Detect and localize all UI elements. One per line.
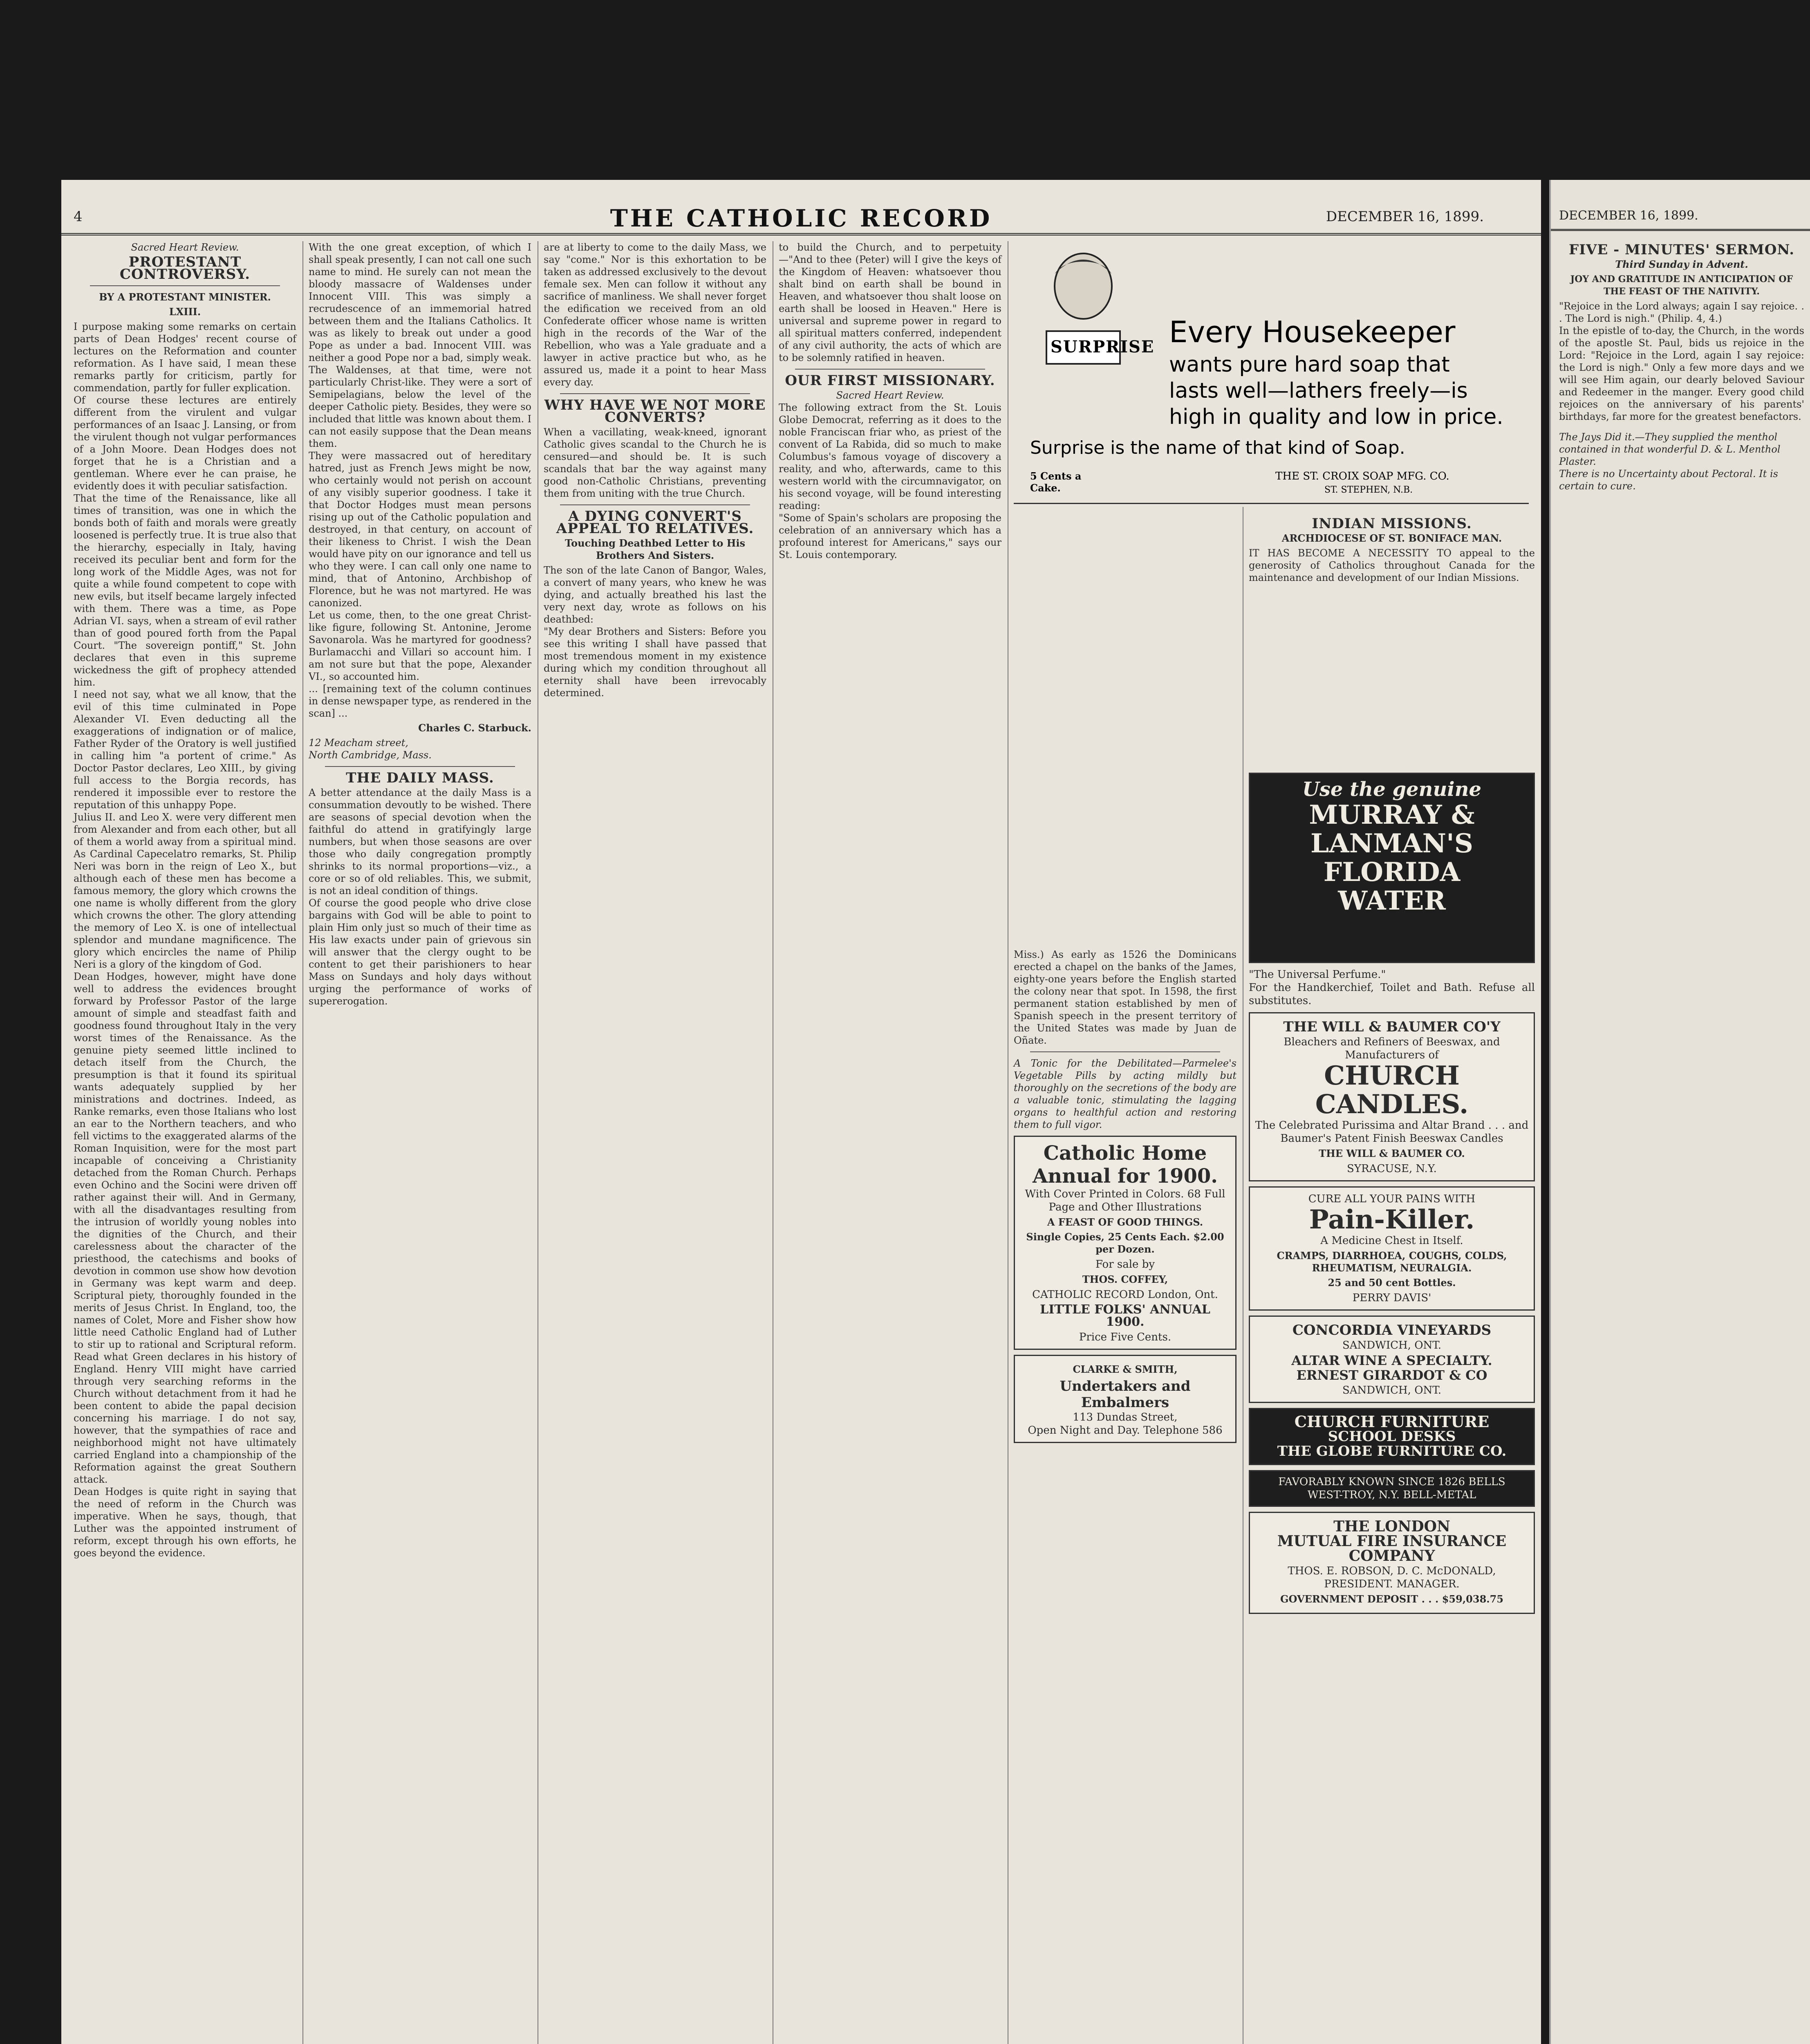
- sermon-sub: Third Sunday in Advent.: [1615, 258, 1748, 270]
- column-4: [779, 241, 1005, 2044]
- florida-tagline: "The Universal Perfume.": [1249, 968, 1386, 981]
- article-body: I purpose making some remarks on certain parts of Dean Hodges' recent course of lectures on the Reformation and counter reformation. As I have said, I mean these remarks partly for criticism, partly for commendation, partly for fuller explication. Of course these lectures are entirely different from the virulent and vulgar performances of an Isaac J. Lansing, or from the virulent though not vulgar performances of a John Moore. Dean Hodges does not forget that he is a Christian and a gentleman. Where ever he can praise, he evidently does it with peculiar satisfaction. That the time of the Renaissance, like all times of transition, was one in which the bonds both of faith and morals were greatly loosened is perfectly true. It is true also that the hierarchy, especially in Italy, having received its peculiar bent and form for the long work of the Middle Ages, was not for quite a while found competent to cope with new evils, but itself became largely infected with them. There was a time, as Pope Adrian VI. says, when a stream of evil rather than of good poured forth from the Papal Court. "The sovereign pontiff," St. John declares that even in this supreme wickedness the gift of prophecy attended him. I need not say, what we all know, that the evil of this time culminated in Pope Alexander VI. Even deducting all the exaggerations of indignation or of malice, Father Ryder of the Oratory is well justified in calling him "a portent of crime." As Doctor Pastor declares, Leo XIII., by giving full access to the Borgia records, has rendered it impossible ever to restore the reputation of this unhappy Pope. Julius II. and Leo X. were very different men from Alexander and from each other, but all of them a world away from a spiritual mind. As Cardinal Capecelatro remarks, St. Philip Neri was born in the reign of Leo X., but although each of these men has become a famous memory, the glory which crowns the one name is wholly different from the glory which crowns the other. The glory attending the memory of Leo X. is one of intellectual splendor and mundane magnificence. The glory which encircles the name of Philip Neri is a glory of the kingdom of God. Dean Hodges, however, might have done well to address the evidences brought forward by Professor Pastor of the large amount of simple and steadfast faith and goodness found throughout Italy in the very worst times of the Renaissance. As the genuine piety seemed little inclined to detach itself from the Church, the presumption is that it found its spiritual wants adequately supplied by her ministrations and doctrines. Indeed, as Ranke remarks, even those Italians who lost an ear to the Northern teachers, and who fell victims to the exaggerated alarms of the Roman Inquisition, were for the most part incapable of conceiving a Christianity detached from the Roman Church. Perhaps even Ochino and the Socini were driven off rather against their will. And in Germany, with all the disadvantages resulting from the intrusion of worldly young nobles into the dignities of the Church, and their carelessness about the character of the priesthood, the catechisms and books of devotion in common use show how devotion in Germany was kept warm and deep. Scriptural piety, thoroughly founded in the merits of Jesus Christ. In England, too, the names of Colet, More and Fisher show how little need Catholic England had of Luther to stir up to rational and Scriptural reform. Read what Green declares in his history of England. Henry VIII might have carried through very searching reforms in the Church without detachment from it had he been content to abide the papal decision concerning his marriage. I do not say, however, that the sympathies of race and neighborhood might not have ultimately carried England into a championship of the Reformation against the great Southern attack. Dean Hodges is quite right in saying that the need of reform in the Church was imperative. When he says, though, that Luther was the appointed instrument of reform, except through his own efforts, he goes beyond the evidence.: [74, 321, 296, 1559]
- pain-killer-ad: [1249, 1186, 1535, 1311]
- woman-illustration: [1022, 249, 1155, 372]
- undertakers-ad: [1014, 1355, 1237, 1443]
- church-furniture-ad: [1249, 1408, 1535, 1465]
- divider: [560, 393, 750, 394]
- article-body: The following extract from the St. Louis Globe Democrat, referring as it does to the noble Franciscan friar who, as priest of the convent of La Rabida, did so much to make Columbus's famous voyage of discovery a reality, and who, afterwards, came to this western world with the circumnavigator, on his second voyage, will be found interesting reading: "Some of Spain's scholars are proposing the celebration of an anniversary which has a profound interest for Americans," says our St. Louis contemporary.: [779, 402, 1001, 560]
- catholic-home-annual-ad: [1014, 1136, 1237, 1350]
- masthead: [61, 204, 1541, 235]
- furniture-line-1: CHURCH FURNITURE: [1294, 1412, 1490, 1431]
- article-headline: A DYING CONVERT'S APPEAL TO RELATIVES.: [556, 508, 754, 537]
- bells-line-2: WEST-TROY, N.Y. BELL-METAL: [1307, 1489, 1476, 1501]
- divider: [1030, 1051, 1220, 1052]
- church-candles-ad: [1249, 1012, 1535, 1181]
- article-section: LXIII.: [169, 306, 201, 318]
- annual-subtitle: With Cover Printed in Colors. 68 Full Page and Other Illustrations: [1025, 1188, 1225, 1213]
- article-headline: WHY HAVE WE NOT MORE CONVERTS?: [544, 397, 766, 426]
- painkiller-name: Pain-Killer.: [1309, 1204, 1475, 1235]
- article-body: With the one great exception, of which I shall speak presently, I can not call one such name to mind. He surely can not mean the bloody massacre of Waldenses under Innocent VIII. This was simply a recrudescence of an immemorial hatred between them and the Italians Catholics. It was as likely to break out under a good Pope as under a bad. Innocent VIII. was neither a good Pope nor a bad, simply weak. The Waldenses, at that time, were not particularly Christ-like. They were a sort of Semipelagians, below the level of the deeper Catholic piety. Besides, they were so included that little was known about them. I can not easily suppose that the Dean means them. They were massacred out of hereditary hatred, just as French Jews might be now, who certainly would not perish on account of any visibly superior goodness. I take it that Doctor Hodges must mean persons rising up out of the Catholic population and destroyed, in that century, on account of their likeness to Christ. I wish the Dean would have pity on our ignorance and tell us who they were. I can call only one name to mind, that of Antonino, Archbishop of Florence, but he was not martyred. He was canonized. Let us come, then, to the one great Christ-like figure, following St. Antonine, Jerome Savonarola. Was he martyred for goodness? Burlamacchi and Villari so account him. I am not sure but that the pope, Alexander VI., so accounted him. ... [remaining text of the column continues in dense newspaper type, as rendered in the scan] ...: [309, 242, 531, 719]
- article-body: When a vacillating, weak-kneed, ignorant Catholic gives scandal to the Church he is censured—and should be. It is such scandals that bar the way against many good non-Catholic Christians, preventing them from uniting with the true Church.: [544, 426, 770, 499]
- article-body: Miss.) As early as 1526 the Dominicans erected a chapel on the banks of the James, eighty-one years before the English started the colony near that spot. In 1598, the first permanent station established by men of Spanish speech in the present territory of the United States was made by Juan de Oñate.: [1014, 949, 1240, 1046]
- florida-uses: For the Handkerchief, Toilet and Bath. Refuse all substitutes.: [1249, 982, 1535, 1007]
- undertakers-address: 113 Dundas Street,: [1073, 1411, 1178, 1423]
- soap-tagline: Surprise is the name of that kind of Soap.: [1030, 437, 1405, 458]
- florida-name-1: MURRAY &: [1309, 800, 1475, 830]
- little-folks-title: LITTLE FOLKS' ANNUAL 1900.: [1040, 1302, 1210, 1329]
- article-source: Sacred Heart Review.: [836, 390, 944, 401]
- insurance-line-4: THOS. E. ROBSON, D. C. McDONALD,: [1288, 1565, 1496, 1577]
- candles-company: THE WILL & BAUMER CO'Y: [1283, 1019, 1501, 1035]
- column-2: [309, 241, 531, 2044]
- sermon-body: "Rejoice in the Lord always; again I say rejoice. . . The Lord is nigh." (Philip. 4, 4.) In the epistle of to-day, the Church, in the words of the apostle St. Paul, bids us rejoice in the Lord: "Rejoice in the Lord, again I say rejoice: the Lord is nigh." Only a few more days and we will see Him again, our dearly beloved Saviour and Redeemer in the manger. Every good child rejoices on the anniversary of his parents' birthdays, far more for the greatest benefactors.: [1559, 300, 1804, 422]
- article-headline: THE DAILY MASS.: [346, 770, 494, 786]
- article-body: The son of the late Canon of Bangor, Wales, a convert of many years, who knew he was dying, and actually breathed his last the very next day, wrote as follows on his deathbed: "My dear Brothers and Sisters: Before you see this writing I shall have passed that most tremendous moment in my existence during which my condition throughout all eternity shall have been irrevocably determined.: [544, 565, 766, 699]
- candles-product: CHURCH CANDLES.: [1315, 1060, 1469, 1120]
- article-body: A better attendance at the daily Mass is a consummation devoutly to be wished. There are seasons of special devotion when the faithful do attend in gratifyingly large numbers, but when those seasons are over those who daily congregation promptly shrinks to its normal proportions—viz., a core or so of old reliables. This, we submit, is not an ideal condition of things. Of course the good people who drive close bargains with God will be able to point to plain Him only just so much of their time as His law exacts under pain of grievous sin will answer that the clergy ought to be content to get their parishioners to hear Mass on Sundays and holy days without urging the performance of works of supererogation.: [309, 787, 531, 1007]
- candles-desc: The Celebrated Purissima and Altar Brand . . . and Baumer's Patent Finish Beeswax Candles: [1255, 1119, 1529, 1145]
- column-rule: [302, 241, 303, 2044]
- article-body: are at liberty to come to the daily Mass, we say "come." Nor is this exhortation to be taken as addressed exclusively to the devout female sex. Men can follow it without any sacrifice of manliness. We shall never forget the edification we received from an old Confederate officer whose name is written high in the records of the War of the Rebellion, who was a Yale graduate and a lawyer in active practice but who, as he assured us, made it a point to hear Mass every day.: [544, 242, 770, 388]
- soap-brand: SURPRISE: [1051, 337, 1155, 356]
- soap-price: 5 Cents a Cake.: [1030, 470, 1082, 494]
- florida-water-ad: [1249, 773, 1535, 963]
- little-folks-price: Price Five Cents.: [1079, 1331, 1172, 1343]
- painkiller-sub: A Medicine Chest in Itself.: [1320, 1235, 1463, 1247]
- painkiller-maker: PERRY DAVIS': [1352, 1292, 1431, 1304]
- article-source: Sacred Heart Review.: [131, 242, 239, 253]
- florida-name-2: LANMAN'S: [1310, 828, 1473, 859]
- adjacent-page: [1549, 180, 1810, 2044]
- undertakers-name: CLARKE & SMITH,: [1073, 1363, 1178, 1375]
- article-address: 12 Meacham street, North Cambridge, Mass.: [309, 737, 432, 761]
- vineyards-tag: ALTAR WINE A SPECIALTY.: [1291, 1353, 1492, 1368]
- vineyards-maker: ERNEST GIRARDOT & CO: [1296, 1367, 1487, 1383]
- annual-feast: A FEAST OF GOOD THINGS.: [1047, 1216, 1203, 1228]
- divider: [325, 766, 515, 767]
- florida-use: Use the genuine: [1302, 778, 1482, 801]
- article-headline: PROTESTANT CONTROVERSY.: [119, 254, 251, 282]
- furniture-line-2: SCHOOL DESKS: [1328, 1428, 1456, 1445]
- adjacent-page-date: DECEMBER 16, 1899.: [1559, 208, 1698, 223]
- housekeeper-headline: Every Housekeeper: [1169, 315, 1456, 349]
- column-5: [1014, 948, 1240, 2044]
- missions-body: IT HAS BECOME A NECESSITY TO appeal to the generosity of Catholics throughout Canada for the maintenance and development of our Indian Missions.: [1249, 547, 1538, 583]
- soap-copy: wants pure hard soap that lasts well—lathers freely—is high in quality and low in price.: [1169, 352, 1503, 429]
- divider: [90, 285, 280, 286]
- soap-maker-city: ST. STEPHEN, N.B.: [1324, 485, 1413, 495]
- bells-line-1: FAVORABLY KNOWN SINCE 1826 BELLS: [1278, 1476, 1505, 1488]
- vineyards-city: SANDWICH, ONT.: [1342, 1339, 1442, 1351]
- painkiller-top: CURE ALL YOUR PAINS WITH: [1308, 1193, 1476, 1205]
- divider: [1014, 503, 1529, 504]
- article-subheadline: Touching Deathbed Letter to His Brothers And Sisters.: [565, 537, 746, 561]
- divider: [795, 369, 985, 370]
- candles-footer: THE WILL & BAUMER CO.: [1319, 1148, 1465, 1159]
- page-number: 4: [74, 208, 83, 225]
- vineyards-name: CONCORDIA VINEYARDS: [1292, 1322, 1492, 1338]
- missions-subtitle: ARCHDIOCESE OF ST. BONIFACE MAN.: [1281, 532, 1502, 544]
- missions-title: INDIAN MISSIONS.: [1312, 515, 1472, 532]
- article-signature: Charles C. Starbuck.: [418, 722, 531, 734]
- florida-name-4: WATER: [1338, 885, 1446, 916]
- insurance-line-6: GOVERNMENT DEPOSIT . . . $59,038.75: [1280, 1593, 1504, 1605]
- insurance-line-2: MUTUAL FIRE INSURANCE: [1277, 1533, 1507, 1550]
- undertakers-hours: Open Night and Day. Telephone 586: [1028, 1424, 1223, 1437]
- tonic-ad: A Tonic for the Debilitated—Parmelee's Vegetable Pills by acting mildly but thoroughly on the secretions of the body are a valuable tonic, stimulating the lagging organs to healthful action and restoring them to full vigor.: [1014, 1058, 1240, 1130]
- furniture-line-3: THE GLOBE FURNITURE CO.: [1277, 1443, 1507, 1459]
- jays-ad: The Jays Did it.—They supplied the menthol contained in that wonderful D. & L. Menthol Plaster.: [1559, 431, 1784, 467]
- sermon-topic: JOY AND GRATITUDE IN ANTICIPATION OF THE FEAST OF THE NATIVITY.: [1570, 274, 1793, 297]
- annual-price: Single Copies, 25 Cents Each. $2.00 per Dozen.: [1026, 1231, 1224, 1255]
- soap-maker: THE ST. CROIX SOAP MFG. CO.: [1275, 470, 1449, 482]
- annual-seller-address: CATHOLIC RECORD London, Ont.: [1032, 1289, 1218, 1301]
- column-3: [544, 241, 770, 2044]
- column-1: [74, 241, 296, 2044]
- concordia-vineyards-ad: [1249, 1316, 1535, 1403]
- adjacent-column: [1559, 241, 1804, 2044]
- article-byline: BY A PROTESTANT MINISTER.: [99, 291, 271, 303]
- divider: [1551, 229, 1810, 231]
- pectoral-ad: There is no Uncertainty about Pectoral. It is certain to cure.: [1559, 468, 1781, 492]
- annual-seller: THOS. COFFEY,: [1082, 1273, 1168, 1285]
- article-headline: OUR FIRST MISSIONARY.: [785, 372, 995, 389]
- candles-sub: Bleachers and Refiners of Beeswax, and Manufacturers of: [1284, 1036, 1500, 1061]
- painkiller-uses: CRAMPS, DIARRHOEA, COUGHS, COLDS, RHEUMATISM, NEURALGIA.: [1277, 1250, 1507, 1274]
- annual-title: Catholic Home Annual for 1900.: [1033, 1142, 1218, 1188]
- painkiller-price: 25 and 50 cent Bottles.: [1328, 1277, 1456, 1289]
- vineyards-maker-city: SANDWICH, ONT.: [1342, 1384, 1442, 1396]
- issue-date: DECEMBER 16, 1899.: [1326, 208, 1484, 225]
- insurance-line-1: THE LONDON: [1333, 1518, 1450, 1535]
- sermon-headline: FIVE - MINUTES' SERMON.: [1568, 242, 1795, 258]
- column-6: [1249, 515, 1538, 2044]
- annual-sale: For sale by: [1095, 1258, 1155, 1271]
- candles-city: SYRACUSE, N.Y.: [1347, 1163, 1437, 1175]
- insurance-line-3: COMPANY: [1349, 1547, 1435, 1564]
- newspaper-title: THE CATHOLIC RECORD: [610, 204, 992, 232]
- article-body: to build the Church, and to perpetuity—"And to thee (Peter) will I give the keys of the Kingdom of Heaven: whatsoever thou shalt bind on earth shall be bound in Heaven, and whatsoever thou shalt loose on earth shall be loosed in Heaven." Here is universal and supreme power in regard to all spiritual matters conferred, independent of any civil authority, the acts of which are to be solemnly ratified in heaven.: [779, 242, 1005, 363]
- newspaper-page: [61, 180, 1541, 2044]
- undertakers-title: Undertakers and Embalmers: [1060, 1378, 1191, 1411]
- london-mutual-ad: [1249, 1512, 1535, 1614]
- insurance-line-5: PRESIDENT. MANAGER.: [1324, 1578, 1460, 1590]
- bells-ad: [1249, 1470, 1535, 1507]
- florida-name-3: FLORIDA: [1323, 857, 1461, 888]
- divider: [560, 504, 750, 505]
